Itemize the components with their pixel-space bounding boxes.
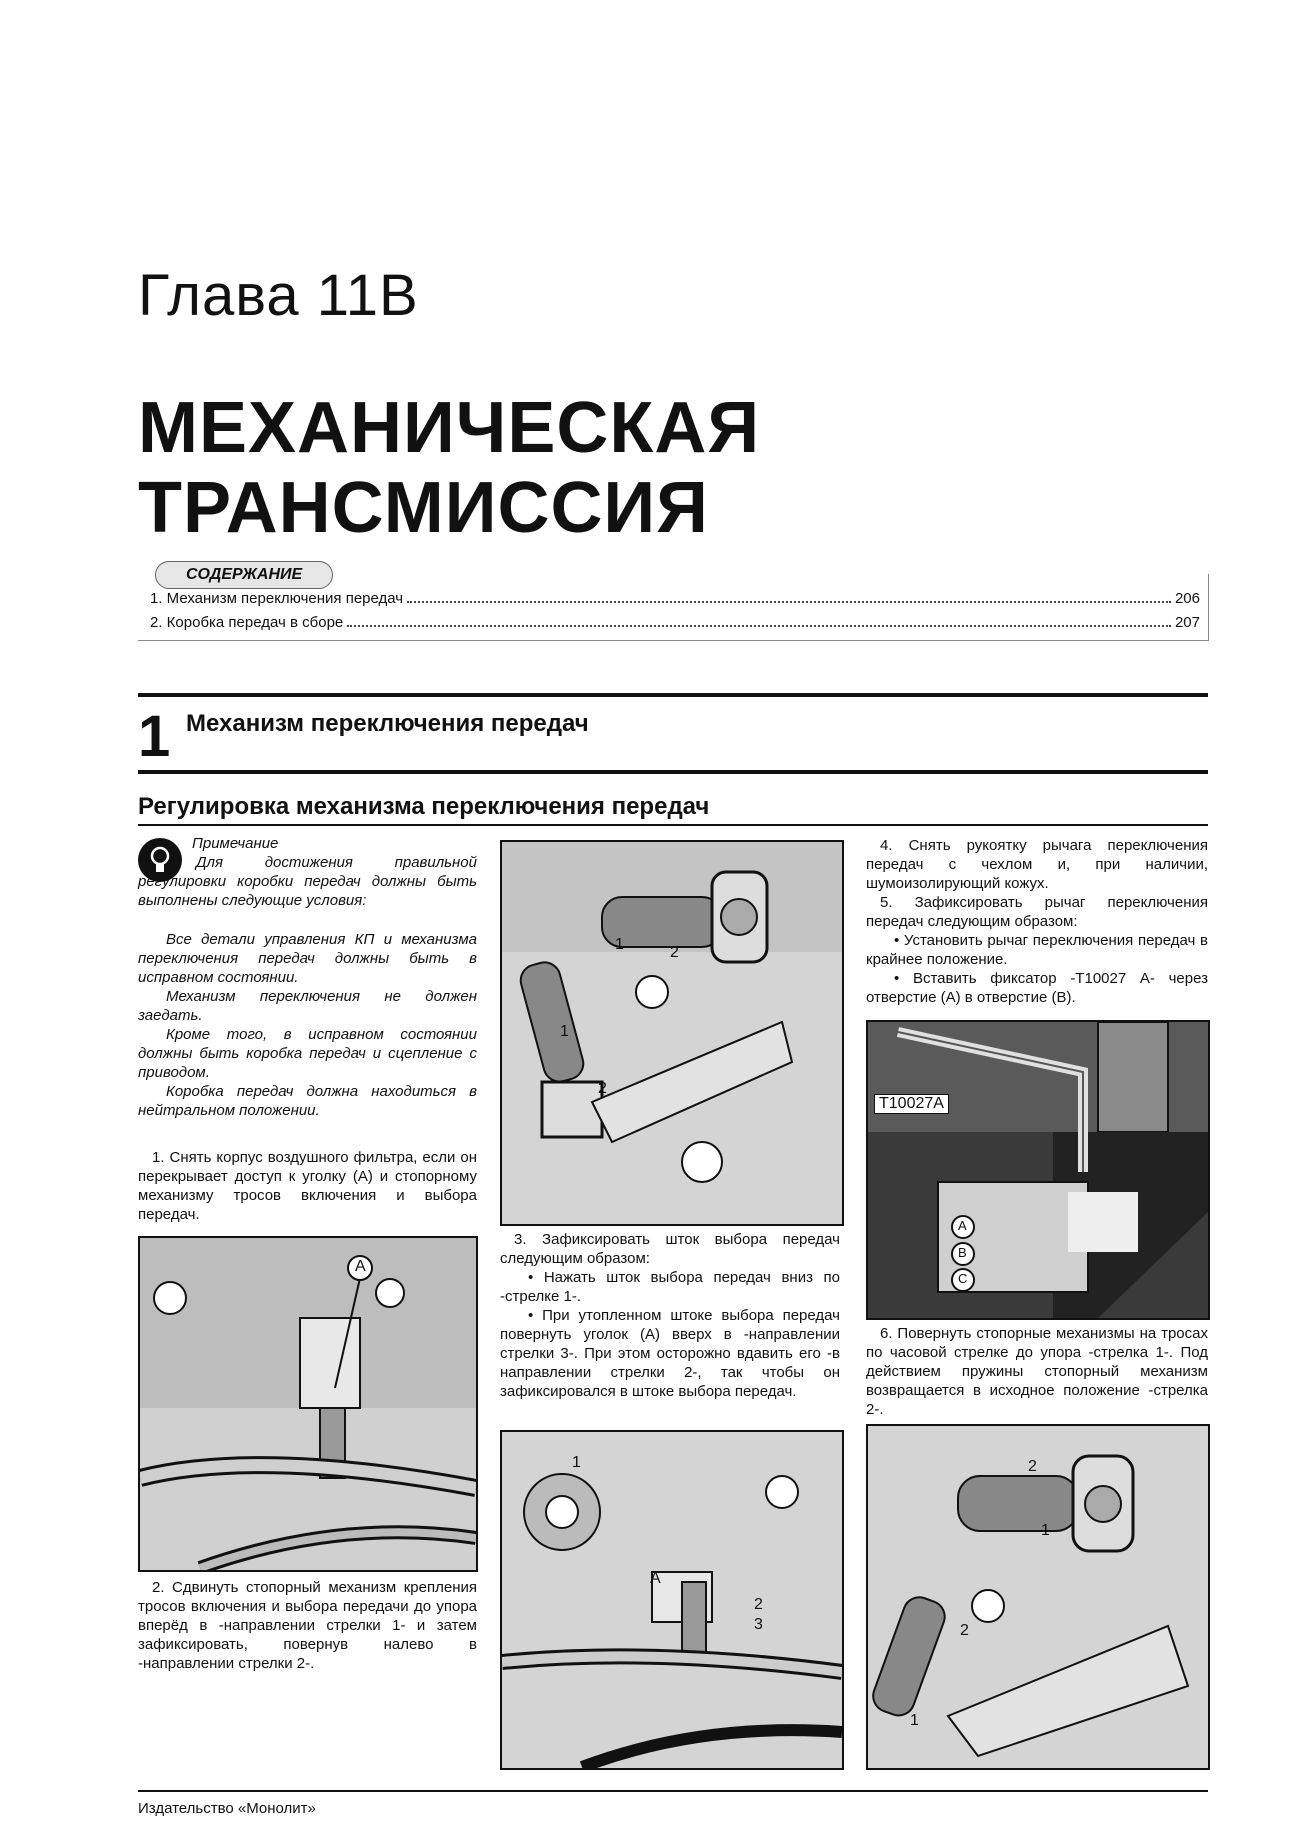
callout-1: 1 [560, 1023, 569, 1040]
toc-item-page: 206 [1174, 590, 1200, 607]
toc-leader [347, 625, 1171, 627]
note-paragraph: Для достижения правильной регулировки коробки передач должны быть выполнены следующие условия: [138, 854, 477, 909]
chapter-title [138, 388, 760, 548]
callout-2: 2 [1028, 1458, 1037, 1475]
step-2-text: 2. Сдвинуть стопорный механизм крепления тросов включения и выбора передачи до упора вперёд в -направлении стрелки 1- и затем зафиксировать, повернув налево в -направлении стрелки 2-. [138, 1579, 477, 1672]
note-paragraph: Механизм переключения не должен заедать. [138, 988, 477, 1024]
footer-rule [138, 1790, 1208, 1792]
toc-item[interactable] [150, 590, 1200, 607]
callout-A: A [650, 1570, 661, 1587]
figure-step-3b [500, 1430, 844, 1770]
callout-2: 2 [670, 944, 679, 961]
step-3-bullet-1: • Нажать шток выбора передач вниз по -стрелке 1-. [500, 1269, 840, 1305]
section-number: 1 [138, 704, 171, 769]
callout-3: 3 [754, 1616, 763, 1633]
callout-A: A [355, 1258, 366, 1275]
note-title: Примечание [192, 835, 279, 852]
subsection-title: Регулировка механизма переключения передач [138, 793, 710, 820]
figure-step-1 [138, 1236, 478, 1572]
publisher-footer: Издательство «Монолит» [138, 1800, 316, 1817]
chapter-label: Глава 11В [138, 263, 419, 328]
toc-item-label: 2. Коробка передач в сборе [150, 614, 344, 631]
step-6-text: 6. Повернуть стопорные механизмы на тросах по часовой стрелке до упора -стрелка 1-. Под действием пружины стопорный механизм возвращается в исходное положение -стрелка 2-. [866, 1325, 1208, 1418]
step-5-bullet-1: • Установить рычаг переключения передач в крайнее положение. [866, 932, 1208, 968]
section-rule-bottom [138, 770, 1208, 774]
callout-A: A [958, 1218, 967, 1233]
figure-step-5 [866, 1020, 1210, 1320]
step-5-intro: 5. Зафиксировать рычаг переключения передач следующим образом: [866, 894, 1208, 930]
toc-item-label: 1. Механизм переключения передач [150, 590, 404, 607]
callout-2: 2 [960, 1622, 969, 1639]
note-paragraph: Все детали управления КП и механизма переключения передач должны быть в исправном состоянии. [138, 931, 477, 986]
callout-C: C [958, 1271, 968, 1286]
note-paragraph: Кроме того, в исправном состоянии должны быть коробка передач и сцепление с приводом. [138, 1026, 477, 1081]
step-1-text: 1. Снять корпус воздушного фильтра, если он перекрывает доступ к уголку (А) и стопорному механизму тросов включения и выбора передач. [138, 1149, 477, 1223]
figure-step-6 [866, 1424, 1210, 1770]
callout-B: B [958, 1245, 967, 1260]
section-rule-top [138, 693, 1208, 697]
section-title: Механизм переключения передач [186, 710, 589, 737]
toc-heading: СОДЕРЖАНИЕ [155, 561, 333, 589]
note-block [192, 834, 477, 853]
toc-item-page: 207 [1174, 614, 1200, 631]
figure-step-3a [500, 840, 844, 1226]
note-paragraph: Коробка передач должна находиться в нейтральном положении. [138, 1083, 477, 1119]
toc-item[interactable] [150, 614, 1200, 631]
step-3-intro: 3. Зафиксировать шток выбора передач следующим образом: [500, 1231, 840, 1267]
callout-2: 2 [598, 1080, 607, 1097]
callout-2: 2 [754, 1596, 763, 1613]
callout-1: 1 [910, 1712, 919, 1729]
step-3-bullet-2: • При утопленном штоке выбора передач повернуть уголок (А) вверх в -направлении стрелки 3-. При этом осторожно вдавить его -в направлении стрелки 2-, так чтобы он зафиксировался в штоке выбора передач. [500, 1307, 840, 1400]
toc-leader [407, 601, 1171, 603]
title-line-1: МЕХАНИЧЕСКАЯ [138, 388, 761, 468]
step-4-text: 4. Снять рукоятку рычага переключения передач с чехлом и, при наличии, шумоизолирующий кожух. [866, 837, 1208, 892]
callout-1: 1 [1041, 1522, 1050, 1539]
subsection-rule [138, 824, 1208, 826]
tool-label: T10027A [874, 1094, 949, 1114]
step-5-bullet-2: • Вставить фиксатор -Т10027 А- через отверстие (А) в отверстие (В). [866, 970, 1208, 1006]
callout-1: 1 [615, 936, 624, 953]
title-line-2: ТРАНСМИССИЯ [138, 468, 709, 548]
callout-1: 1 [572, 1454, 581, 1471]
